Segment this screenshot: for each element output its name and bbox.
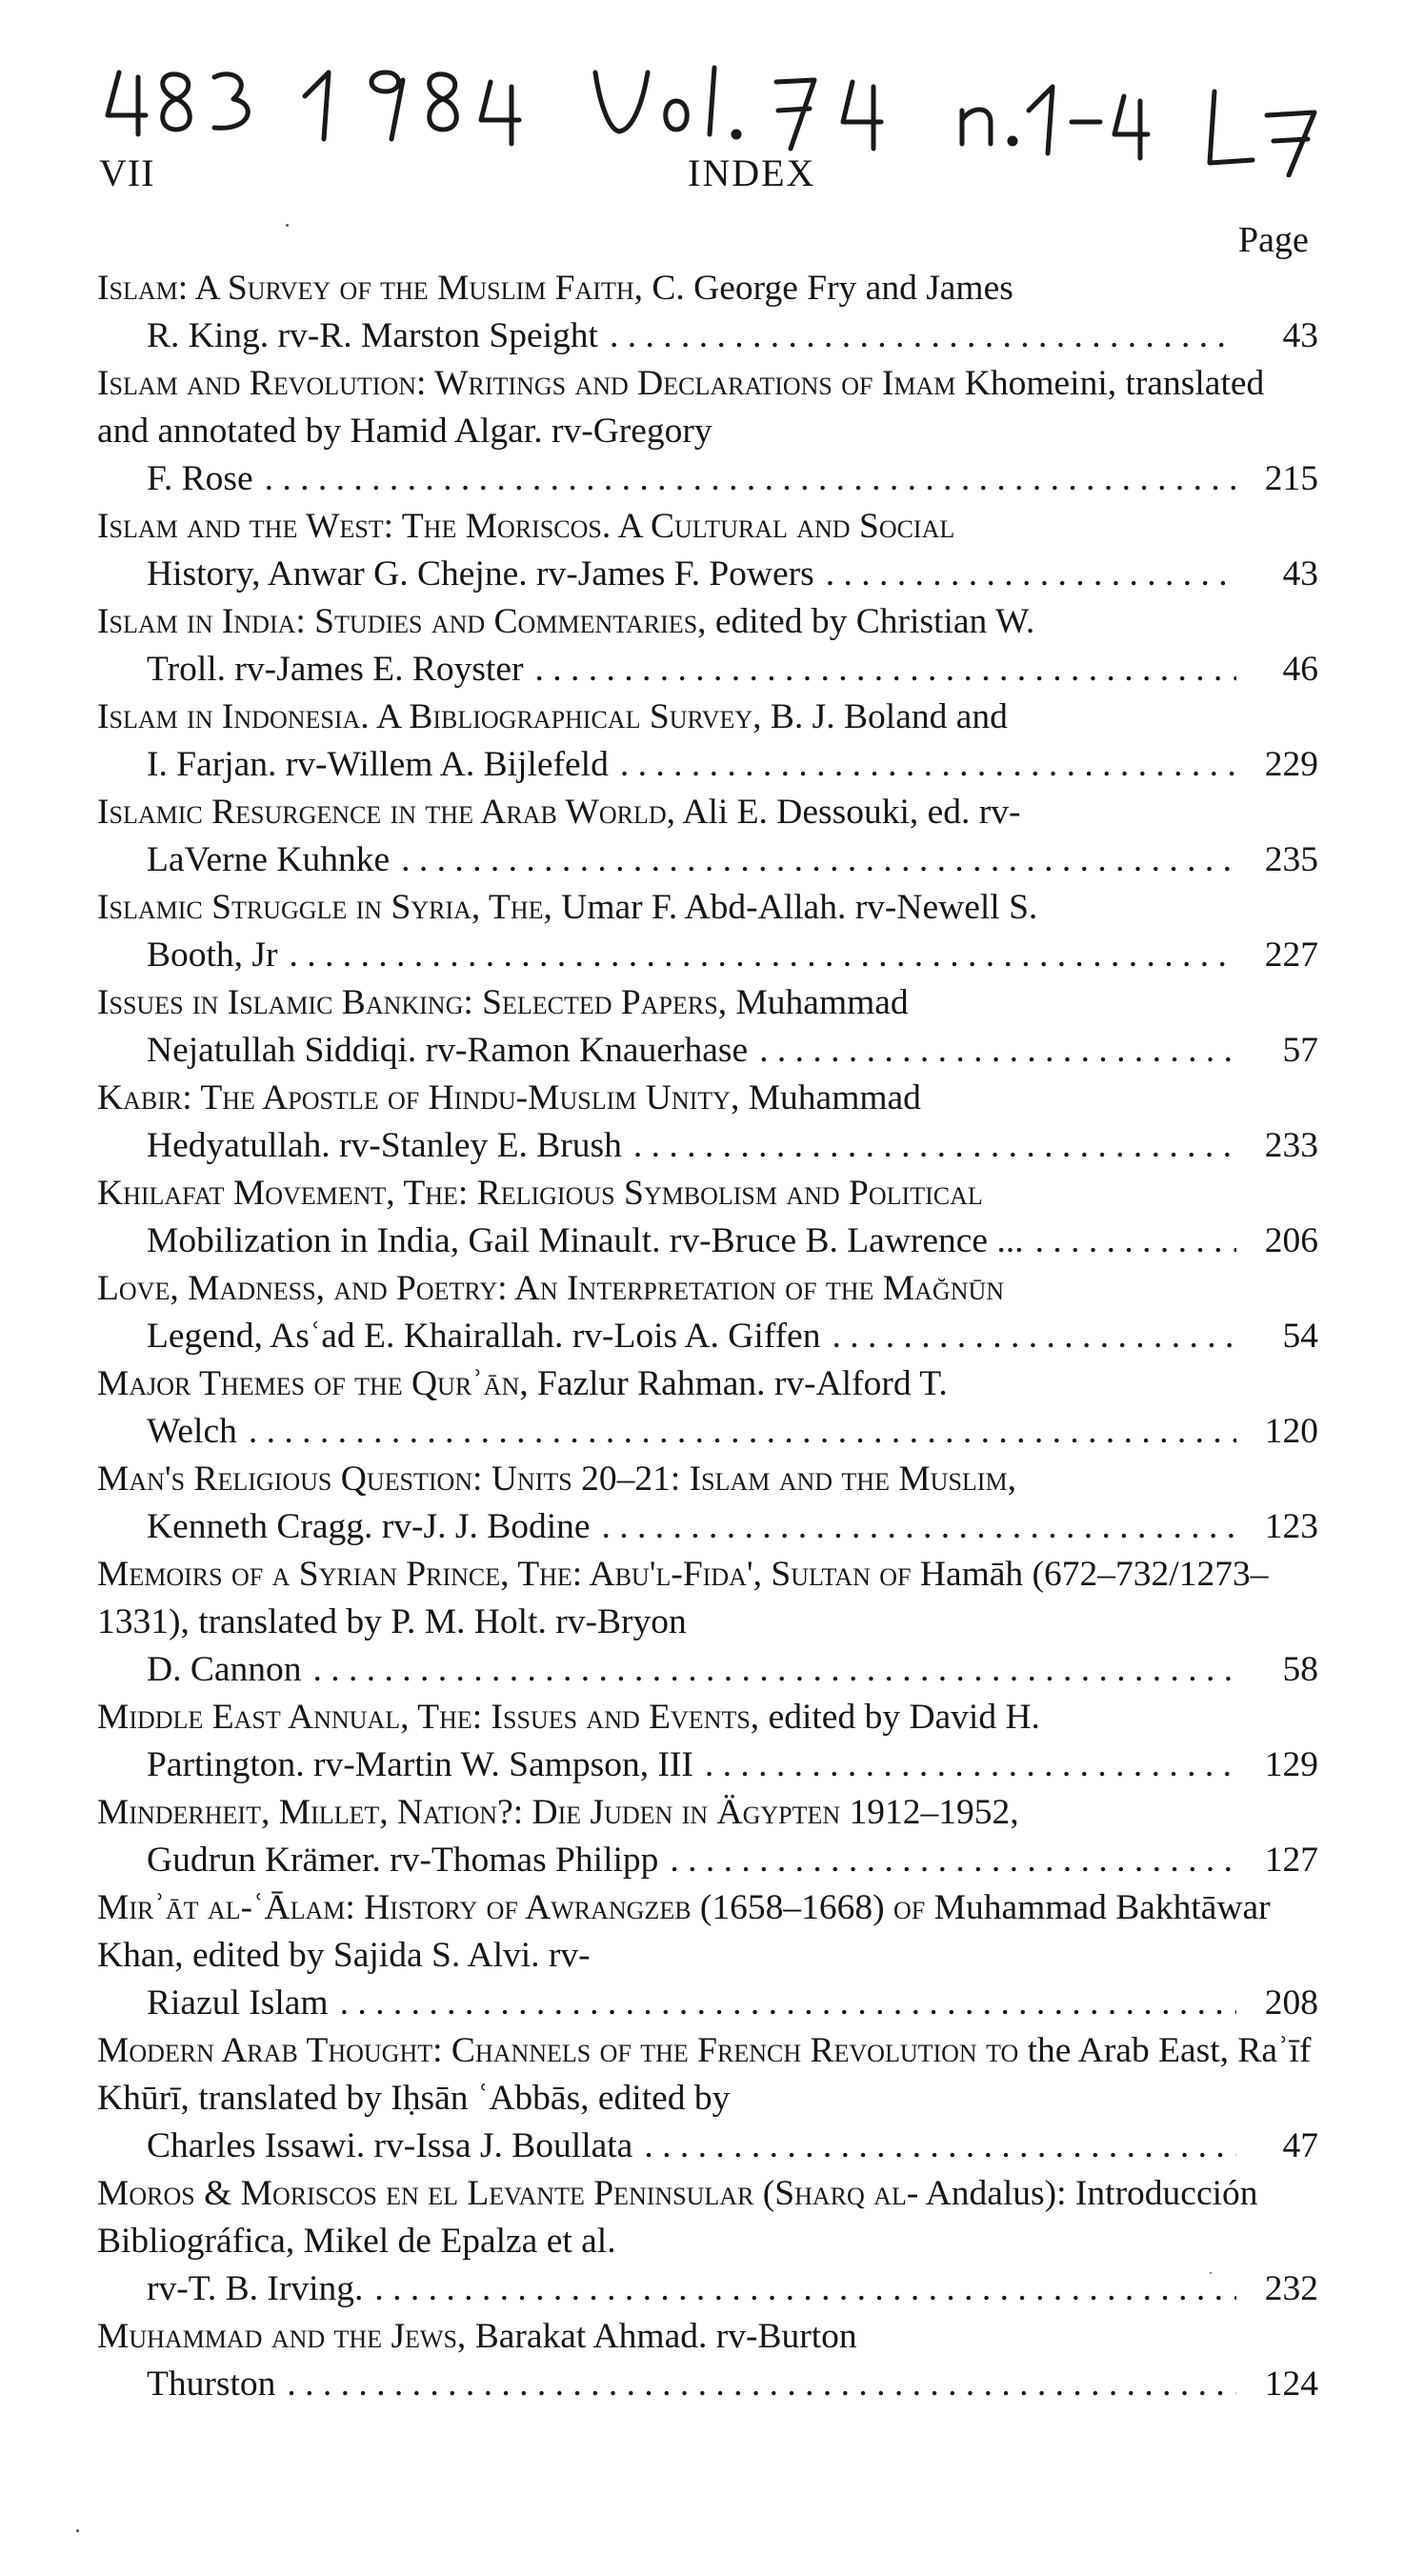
- page-number: 58: [1282, 1650, 1318, 1689]
- dot-leader: [374, 2265, 1236, 2313]
- page-number: 120: [1264, 1412, 1318, 1451]
- entry-text: Andalus): Introducción Bibliográfica, Mikel de Epalza et al.: [97, 2174, 1258, 2261]
- entry-last-line: [97, 1408, 1318, 1456]
- entry-last-line: [97, 1218, 1318, 1265]
- index-entry: [97, 1456, 1318, 1551]
- index-entry: [97, 2170, 1318, 2313]
- page-number: 129: [1264, 1745, 1318, 1784]
- index-entry: [97, 1170, 1318, 1265]
- dot-leader: [610, 312, 1236, 360]
- entry-text: Muhammad: [748, 1078, 921, 1117]
- entry-reviewer: Legend, Asʿad E. Khairallah. rv-Lois A. Giffen: [147, 1317, 821, 1356]
- entry-title: Islamic Struggle in Syria, The,: [97, 888, 552, 927]
- index-entry: [97, 2313, 1318, 2408]
- entry-reviewer: Partington. rv-Martin W. Sampson, III: [147, 1745, 693, 1784]
- entry-last-line: [97, 1741, 1318, 1789]
- page-number: 227: [1264, 936, 1318, 975]
- index-entry: [97, 979, 1318, 1075]
- entry-text: B. J. Boland and: [770, 697, 1008, 736]
- dot-leader: [644, 2123, 1236, 2170]
- dot-leader: [670, 1837, 1236, 1884]
- page-number: 215: [1264, 459, 1318, 498]
- index-entry: [97, 503, 1318, 598]
- entry-title: Khilafat Movement, The: Religious Symbolism and Political: [97, 1174, 983, 1213]
- index-entry: [97, 1884, 1318, 2027]
- index-list: [97, 265, 1318, 2408]
- page-number: 54: [1282, 1317, 1318, 1356]
- entry-first-line: [97, 265, 1318, 312]
- index-entry: [97, 789, 1318, 884]
- entry-first-line: [97, 1694, 1318, 1741]
- entry-last-line: [97, 1503, 1318, 1551]
- entry-text: Fazlur Rahman. rv-Alford T.: [536, 1364, 948, 1403]
- entry-title: Love, Madness, and Poetry: An Interpretation of the Mağnūn: [97, 1269, 1005, 1308]
- entry-last-line: [97, 1122, 1318, 1170]
- entry-reviewer: D. Cannon: [147, 1650, 302, 1689]
- entry-last-line: [97, 551, 1318, 598]
- dot-leader: [826, 551, 1236, 598]
- entry-reviewer: Welch: [147, 1412, 237, 1451]
- entry-title: Minderheit, Millet, Nation?: Die Juden in Ägypten 1912–1952,: [97, 1793, 1019, 1832]
- page-number: 232: [1264, 2269, 1318, 2308]
- entry-last-line: [97, 1980, 1318, 2027]
- entry-last-line: [97, 646, 1318, 694]
- index-entry: [97, 598, 1318, 694]
- entry-title: Man's Religious Question: Units 20–21: Islam and the Muslim,: [97, 1459, 1016, 1499]
- entry-reviewer: Hedyatullah. rv-Stanley E. Brush: [147, 1126, 622, 1165]
- entry-last-line: [97, 741, 1318, 789]
- entry-last-line: [97, 2361, 1318, 2408]
- index-entry: [97, 360, 1318, 503]
- entry-text: Muhammad: [735, 983, 909, 1022]
- entry-text: Hamāh (672–732/1273–1331), translated by P. M. Holt. rv-Bryon: [97, 1555, 1269, 1641]
- page-number: 123: [1264, 1507, 1318, 1546]
- entry-first-line: [97, 2170, 1318, 2265]
- dot-leader: [633, 1122, 1236, 1170]
- entry-text: C. George Fry and James: [652, 269, 1013, 308]
- entry-title: Islam and the West: The Moriscos. A Cultural and Social: [97, 507, 955, 546]
- entry-last-line: [97, 1646, 1318, 1694]
- entry-reviewer: Booth, Jr: [147, 936, 278, 975]
- entry-title: Middle East Annual, The: Issues and Events,: [97, 1698, 760, 1737]
- entry-title: Mirʾāt al-ʿĀlam: History of Awrangzeb (1658–1668) of: [97, 1888, 926, 1927]
- index-entry: [97, 1265, 1318, 1360]
- entry-last-line: [97, 836, 1318, 884]
- entry-first-line: [97, 1265, 1318, 1313]
- scan-speck: [1210, 2272, 1212, 2274]
- page-number: 229: [1264, 745, 1318, 784]
- entry-text: Muhammad Bakhtāwar Khan, edited by Sajida S. Alvi. rv-: [97, 1888, 1271, 1975]
- roman-numeral: VII: [99, 151, 155, 194]
- scan-speck: [76, 2529, 79, 2532]
- dot-leader: [313, 1646, 1237, 1694]
- page-title: INDEX: [688, 151, 816, 194]
- dot-leader: [705, 1741, 1236, 1789]
- dot-leader: [340, 1980, 1236, 2027]
- page-number: 46: [1282, 650, 1318, 689]
- entry-title: Islam: A Survey of the Muslim Faith,: [97, 269, 644, 308]
- index-entry: [97, 2027, 1318, 2170]
- entry-title: Muhammad and the Jews,: [97, 2317, 467, 2356]
- page-number: 43: [1282, 316, 1318, 355]
- scan-speck: [286, 224, 289, 227]
- entry-text: Barakat Ahmad. rv-Burton: [474, 2317, 857, 2356]
- entry-last-line: [97, 2123, 1318, 2170]
- entry-text: Khomeini, translated and annotated by Hamid Algar. rv-Gregory: [97, 364, 1265, 451]
- page-number: 233: [1264, 1126, 1318, 1165]
- entry-title: Islam and Revolution: Writings and Declarations of Imam: [97, 364, 956, 403]
- index-entry: [97, 1789, 1318, 1884]
- entry-title: Memoirs of a Syrian Prince, The: Abu'l-Fida', Sultan of: [97, 1555, 912, 1594]
- page-number: 127: [1264, 1841, 1318, 1880]
- dot-leader: [249, 1408, 1236, 1456]
- page-column-heading: Page: [1238, 220, 1309, 260]
- entry-title: Islam in India: Studies and Commentaries,: [97, 602, 707, 641]
- dot-leader: [620, 741, 1236, 789]
- entry-text: the Arab East, Raʾīf Khūrī, translated by Iḥsān ʿAbbās, edited by: [97, 2031, 1312, 2118]
- entry-title: Issues in Islamic Banking: Selected Papers,: [97, 983, 728, 1022]
- entry-text: Umar F. Abd-Allah. rv-Newell S.: [561, 888, 1038, 927]
- index-entry: [97, 1075, 1318, 1170]
- dot-leader: [534, 646, 1236, 694]
- entry-first-line: [97, 694, 1318, 741]
- entry-title: Kabir: The Apostle of Hindu-Muslim Unity,: [97, 1078, 740, 1117]
- entry-reviewer: Riazul Islam: [147, 1983, 329, 2023]
- entry-title: Moros & Moriscos en el Levante Peninsular (Sharq al-: [97, 2174, 919, 2213]
- page-number: 206: [1264, 1221, 1318, 1260]
- entry-first-line: [97, 360, 1318, 455]
- entry-reviewer: R. King. rv-R. Marston Speight: [147, 316, 598, 355]
- index-entry: [97, 694, 1318, 789]
- index-entry: [97, 265, 1318, 360]
- entry-title: Major Themes of the Qurʾān,: [97, 1364, 529, 1403]
- entry-text: edited by David H.: [768, 1698, 1040, 1737]
- entry-reviewer: History, Anwar G. Chejne. rv-James F. Powers: [147, 554, 814, 594]
- entry-reviewer: Gudrun Krämer. rv-Thomas Philipp: [147, 1841, 659, 1880]
- entry-first-line: [97, 1884, 1318, 1980]
- entry-reviewer: Kenneth Cragg. rv-J. J. Bodine: [147, 1507, 591, 1546]
- index-entry: [97, 1694, 1318, 1789]
- entry-last-line: [97, 932, 1318, 979]
- entry-title: Modern Arab Thought: Channels of the French Revolution to: [97, 2031, 1019, 2070]
- entry-first-line: [97, 1170, 1318, 1218]
- entry-last-line: [97, 1027, 1318, 1075]
- page-number: 47: [1282, 2126, 1318, 2165]
- entry-reviewer: Thurston: [147, 2365, 276, 2404]
- entry-last-line: [97, 455, 1318, 503]
- entry-reviewer: Nejatullah Siddiqi. rv-Ramon Knauerhase: [147, 1031, 749, 1070]
- entry-first-line: [97, 2027, 1318, 2123]
- entry-first-line: [97, 884, 1318, 932]
- entry-first-line: [97, 598, 1318, 646]
- entry-first-line: [97, 789, 1318, 836]
- entry-last-line: [97, 1837, 1318, 1884]
- page-number: 124: [1264, 2365, 1318, 2404]
- dot-leader: [401, 836, 1236, 884]
- entry-reviewer: I. Farjan. rv-Willem A. Bijlefeld: [147, 745, 609, 784]
- entry-first-line: [97, 979, 1318, 1027]
- entry-title: Islam in Indonesia. A Bibliographical Survey,: [97, 697, 762, 736]
- entry-first-line: [97, 1551, 1318, 1646]
- entry-text: edited by Christian W.: [714, 602, 1035, 641]
- entry-reviewer: Charles Issawi. rv-Issa J. Boullata: [147, 2126, 633, 2165]
- dot-leader: [265, 455, 1236, 503]
- page-number: 57: [1282, 1031, 1318, 1070]
- dot-leader: [602, 1503, 1236, 1551]
- dot-leader: [832, 1313, 1236, 1360]
- entry-first-line: [97, 503, 1318, 551]
- entry-last-line: [97, 312, 1318, 360]
- entry-reviewer: Troll. rv-James E. Royster: [147, 650, 524, 689]
- entry-reviewer: LaVerne Kuhnke: [147, 840, 391, 879]
- dot-leader: [759, 1027, 1236, 1075]
- entry-first-line: [97, 1456, 1318, 1503]
- entry-reviewer: F. Rose: [147, 459, 253, 498]
- index-entry: [97, 1551, 1318, 1694]
- entry-first-line: [97, 2313, 1318, 2361]
- entry-text: Ali E. Dessouki, ed. rv-: [682, 793, 1021, 832]
- entry-last-line: [97, 2265, 1318, 2313]
- dot-leader: [1035, 1218, 1236, 1265]
- entry-first-line: [97, 1075, 1318, 1122]
- dot-leader: [290, 932, 1236, 979]
- entry-first-line: [97, 1789, 1318, 1837]
- page-number: 43: [1282, 554, 1318, 594]
- entry-last-line: [97, 1313, 1318, 1360]
- dot-leader: [287, 2361, 1236, 2408]
- entry-reviewer: rv-T. B. Irving.: [147, 2269, 364, 2308]
- index-entry: [97, 884, 1318, 979]
- index-entry: [97, 1360, 1318, 1456]
- entry-first-line: [97, 1360, 1318, 1408]
- page-number: 235: [1264, 840, 1318, 879]
- entry-title: Islamic Resurgence in the Arab World,: [97, 793, 676, 832]
- page-number: 208: [1264, 1983, 1318, 2023]
- entry-reviewer: Mobilization in India, Gail Minault. rv-Bruce B. Lawrence ...: [147, 1221, 1024, 1260]
